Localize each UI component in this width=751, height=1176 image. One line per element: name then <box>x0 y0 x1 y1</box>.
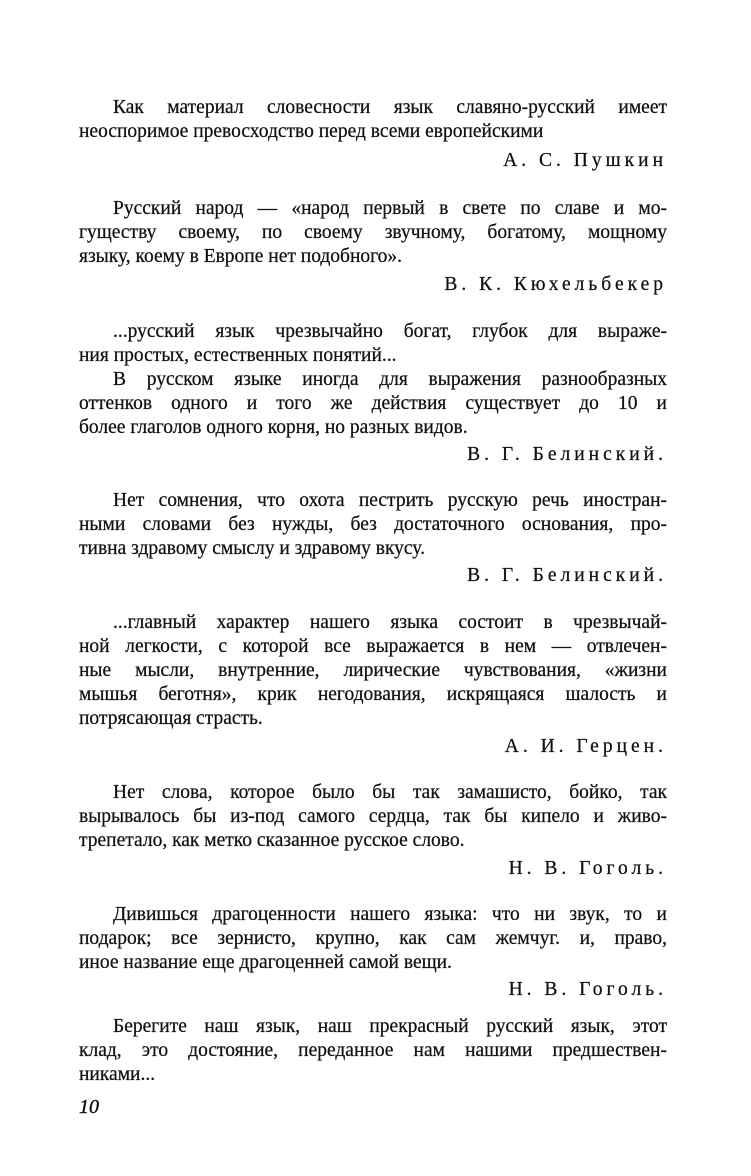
quote-line: трепетало, как метко сказанное русское слово. <box>79 830 465 851</box>
quote-line: более глаголов одного корня, но разных видов. <box>79 417 468 438</box>
quote-line: гуществу своему, по своему звучному, богатому, мощному <box>79 222 667 243</box>
quote-line: ...главный характер нашего языка состоит в чрезвычай- <box>113 612 667 633</box>
quote-line: Дивишься драгоценности нашего языка: что ни звук, то и <box>113 904 667 925</box>
quote-line: никами... <box>79 1064 156 1085</box>
quote-line: В русском языке иногда для выражения разнообразных <box>113 369 667 390</box>
quote-author: В. Г. Белинский. <box>467 565 667 586</box>
quote-line: Берегите наш язык, наш прекрасный русский язык, этот <box>113 1016 667 1037</box>
quote-line: ными словами без нужды, без достаточного основания, про- <box>79 514 667 535</box>
quote-line: тивна здравому смыслу и здравому вкусу. <box>79 538 425 559</box>
quote-line: потрясающая страсть. <box>79 708 263 729</box>
quote-line: Нет сомнения, что охота пестрить русскую речь иностран- <box>113 490 667 511</box>
quote-line: клад, это достояние, переданное нам нашими предшествен- <box>79 1040 667 1061</box>
quote-line: мышья беготня», крик негодования, искрящаяся шалость и <box>79 684 667 705</box>
quote-line: оттенков одного и того же действия существует до 10 и <box>79 393 667 414</box>
quote-author: В. К. Кюхельбекер <box>444 274 667 295</box>
quote-author: А. И. Герцен. <box>504 736 667 757</box>
quote-line: языку, коему в Европе нет подобного». <box>79 246 403 267</box>
quote-line: иное название еще драгоценней самой вещи. <box>79 952 452 973</box>
quote-author: Н. В. Гоголь. <box>508 858 667 879</box>
quote-author: В. Г. Белинский. <box>467 444 667 465</box>
quote-line: Нет слова, которое было бы так замашисто, бойко, так <box>113 782 667 803</box>
quote-line: ...русский язык чрезвычайно богат, глубок для выраже- <box>113 321 667 342</box>
quote-line: ния простых, естественных понятий... <box>79 345 397 366</box>
quote-line: Русский народ — «народ первый в свете по славе и мо- <box>113 198 667 219</box>
quote-line: ные мысли, внутренние, лирические чувствования, «жизни <box>79 660 667 681</box>
page-number: 10 <box>79 1096 99 1118</box>
quote-line: Как материал словесности язык славяно-русский имеет <box>113 97 667 118</box>
quote-line: вырывалось бы из-под самого сердца, так бы кипело и живо- <box>79 806 667 827</box>
quote-line: ной легкости, с которой все выражается в нем — отвлечен- <box>79 636 667 657</box>
quote-author: А. С. Пушкин <box>503 150 667 171</box>
quote-line: неоспоримое превосходство перед всеми европейскими <box>79 121 544 142</box>
quote-author: Н. В. Гоголь. <box>508 979 667 1000</box>
quote-line: подарок; все зернисто, крупно, как сам жемчуг. и, право, <box>79 928 667 949</box>
